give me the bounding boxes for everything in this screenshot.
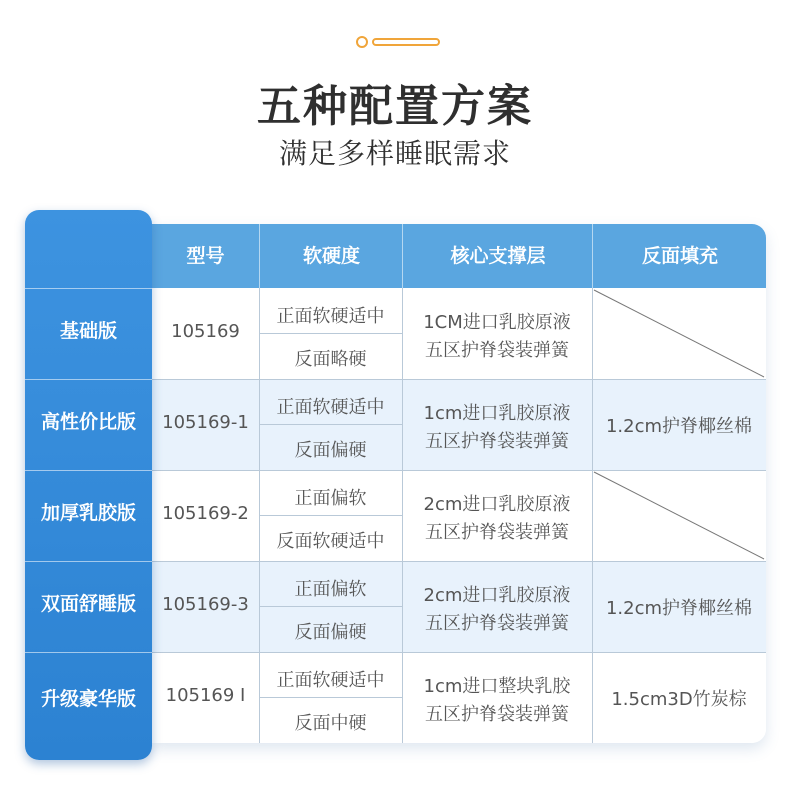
grid-line <box>592 288 593 743</box>
firmness-back: 反面偏硬 <box>294 440 367 461</box>
firmness-back: 反面软硬适中 <box>276 531 385 552</box>
firmness-front: 正面软硬适中 <box>276 306 385 327</box>
version-sidebar <box>25 210 152 760</box>
model-cell: 105169 <box>171 321 240 342</box>
filling-cell: 1.2cm护脊椰丝棉 <box>605 598 753 619</box>
col-header-core: 核心支撑层 <box>402 224 593 288</box>
firmness-front: 正面偏软 <box>294 488 367 509</box>
model-cell: 105169-2 <box>162 503 249 524</box>
page-subtitle: 满足多样睡眠需求 <box>278 137 511 170</box>
firmness-front: 正面偏软 <box>294 579 367 600</box>
sidebar-divider <box>25 288 152 289</box>
firmness-front: 正面软硬适中 <box>276 670 385 691</box>
model-cell: 105169-1 <box>162 412 249 433</box>
col-header-firmness: 软硬度 <box>259 224 403 288</box>
col-header-model: 型号 <box>186 245 225 267</box>
version-label-thick-latex: 加厚乳胶版 <box>40 502 136 524</box>
table-row <box>152 652 766 743</box>
ornament-bar <box>372 38 440 46</box>
table-row <box>152 470 766 561</box>
firmness-back: 反面略硬 <box>294 349 367 370</box>
sidebar-divider <box>25 652 152 653</box>
filling-cell: 1.5cm3D竹炭棕 <box>611 689 747 710</box>
core-line-2: 五区护脊袋装弹簧 <box>425 522 569 543</box>
col-header-filling: 反面填充 <box>592 224 766 288</box>
core-line-1: 1CM进口乳胶原液 <box>423 312 571 333</box>
core-line-2: 五区护脊袋装弹簧 <box>425 613 569 634</box>
model-cell: 105169 I <box>165 685 246 706</box>
core-line-1: 1cm进口整块乳胶 <box>423 676 571 697</box>
model-cell: 105169-3 <box>162 594 249 615</box>
core-line-1: 1cm进口乳胶原液 <box>423 403 571 424</box>
core-line-2: 五区护脊袋装弹簧 <box>425 431 569 452</box>
config-table <box>152 224 766 743</box>
sidebar-divider <box>25 470 152 471</box>
table-row <box>152 561 766 652</box>
firmness-divider <box>259 606 402 607</box>
core-line-1: 2cm进口乳胶原液 <box>423 585 571 606</box>
firmness-front: 正面软硬适中 <box>276 397 385 418</box>
version-label-deluxe: 升级豪华版 <box>40 688 136 710</box>
firmness-divider <box>259 515 402 516</box>
grid-line <box>152 561 766 562</box>
table-row <box>152 379 766 470</box>
firmness-divider <box>259 333 402 334</box>
firmness-back: 反面中硬 <box>294 713 367 734</box>
table-row <box>152 288 766 379</box>
grid-line <box>152 652 766 653</box>
empty-cell-slash <box>592 470 766 561</box>
version-label-double-sided: 双面舒睡版 <box>40 593 136 615</box>
grid-line <box>152 470 766 471</box>
firmness-divider <box>259 697 402 698</box>
grid-line <box>259 288 260 743</box>
version-label-basic: 基础版 <box>59 320 117 342</box>
firmness-back: 反面偏硬 <box>294 622 367 643</box>
filling-cell: 1.2cm护脊椰丝棉 <box>605 416 753 437</box>
header-ornament <box>356 36 442 48</box>
firmness-divider <box>259 424 402 425</box>
grid-line <box>152 379 766 380</box>
sidebar-divider <box>25 379 152 380</box>
version-label-value: 高性价比版 <box>40 411 136 433</box>
table-header <box>152 224 766 288</box>
ornament-circle <box>356 36 368 48</box>
core-line-1: 2cm进口乳胶原液 <box>423 494 571 515</box>
grid-line <box>402 288 403 743</box>
core-line-2: 五区护脊袋装弹簧 <box>425 340 569 361</box>
page-title: 五种配置方案 <box>257 81 533 132</box>
empty-cell-slash <box>592 288 766 379</box>
sidebar-divider <box>25 561 152 562</box>
core-line-2: 五区护脊袋装弹簧 <box>425 704 569 725</box>
